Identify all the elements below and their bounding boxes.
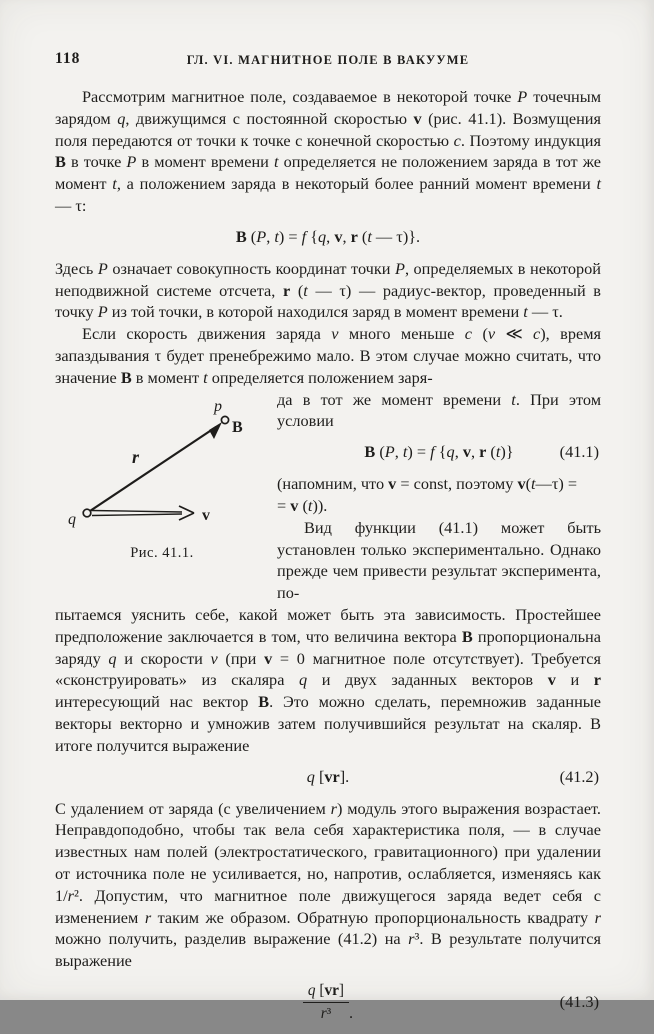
paragraph-v-const-line2: = v (t)). <box>277 495 328 515</box>
paragraph-notation: Здесь P означает совокупность координат точки P, определяемых в некоторой неподвижной системе отсчета, r (t — τ) — радиус-вектор, проведенный в точку P из той точки, в которой находился заряд в момент времени t — τ. <box>55 258 601 322</box>
equation-41-2-number: (41.2) <box>559 766 599 786</box>
equation-41-3-number: (41.3) <box>559 992 599 1012</box>
equation-41-1-body: B (P, t) = f {q, v, r (t)} <box>364 442 514 462</box>
equation-41-3 <box>55 981 601 1024</box>
label-vector-r: r <box>132 446 140 467</box>
label-charge-q: q <box>68 510 76 528</box>
page-content <box>55 50 601 1034</box>
label-point-p: p <box>214 397 222 415</box>
equation-41-3-fraction <box>303 981 349 1023</box>
equation-41-3-period: . <box>349 1002 354 1022</box>
equation-41-1 <box>55 441 601 463</box>
equation-41-2 <box>55 766 601 788</box>
paragraph-v-const-line1: (напомним, что v = const, поэтому v(t—τ) = <box>277 474 578 494</box>
paragraph-form-of-function-part1: Вид функции (41.1) может быть установлен только экспериментально. Однако прежде чем привести результат эксперимента, по- <box>277 517 601 603</box>
label-vector-b: B <box>232 418 243 436</box>
label-vector-v: v <box>202 506 210 524</box>
point-p-circle <box>221 416 228 423</box>
equation-retarded <box>55 226 601 248</box>
paragraph-slow-charge-part2: да в тот же момент времени t. При этом условии <box>277 389 601 431</box>
paragraph-form-of-function-part2: пытаемся уяснить себе, какой может быть эта зависимость. Простейшее предположение заключается в том, что величина вектора B пропорциональна заряду q и скорости v (при v = 0 магнитное поле отсутствует). Требуется «сконструировать» из скаляра q и двух заданных векторов v и r интересующий нас вектор B. Это можно сделать, перемножив заданные векторы векторно и умножив затем получившийся результат на скаляр. В итоге получится выражение <box>55 604 601 755</box>
equation-41-1-number: (41.1) <box>559 442 599 462</box>
figure-text-flow <box>55 389 601 604</box>
point-q-circle <box>83 509 91 517</box>
vector-r-arrowhead <box>209 422 222 439</box>
figure-41-1 <box>55 393 269 592</box>
paragraph-distance-dependence: С удалением от заряда (с увеличением r) модуль этого выражения возрастает. Неправдоподобно, чтобы так вела себя характеристика поля, — в случае известных нам полей (электростатического, гравитационного) при удалении от источника поле не усиливается, но, напротив, ослабляется, изменяясь как 1/r². Допустим, что магнитное поле движущегося заряда ведет себя с изменением r таким же образом. Обратную пропорциональность квадрату r можно получить, разделив выражение (41.2) на r³. В результате получится выражение <box>55 798 602 971</box>
vector-r-line <box>90 427 216 511</box>
running-head <box>55 50 601 72</box>
paragraph-intro: Рассмотрим магнитное поле, создаваемое в некоторой точке P точечным зарядом q, движущимся с постоянной скоростью v (рис. 41.1). Возмущения поля передаются от точки к точке с конечной скоростью c. Поэтому индукция B в точке P в момент времени t определяется не положением заряда в тот же момент t, а положением заряда в некоторый более ранний момент времени t — τ: <box>55 87 602 215</box>
velocity-arrow-shaft-top <box>92 510 182 512</box>
figure-caption: Рис. 41.1. <box>130 544 194 561</box>
equation-retarded-body: B (P, t) = f {q, v, r (t — τ)}. <box>235 226 421 246</box>
equation-41-3-numerator: q [vr] <box>307 981 345 999</box>
equation-41-2-body: q [vr]. <box>306 766 350 786</box>
page-number: 118 <box>55 50 81 67</box>
paragraph-slow-charge-part1: Если скорость движения заряда v много меньше c (v ≪ c), время запаздывания τ будет пренебрежимо мало. В этом случае можно считать, что значение B в момент t определяется положением заря- <box>55 324 601 387</box>
equation-41-3-denominator: r³ <box>303 1002 349 1023</box>
velocity-arrow-shaft-bottom <box>92 514 182 516</box>
chapter-title: ГЛ. VI. МАГНИТНОЕ ПОЛЕ В ВАКУУМЕ <box>186 53 470 67</box>
figure-41-1-diagram <box>60 397 264 535</box>
